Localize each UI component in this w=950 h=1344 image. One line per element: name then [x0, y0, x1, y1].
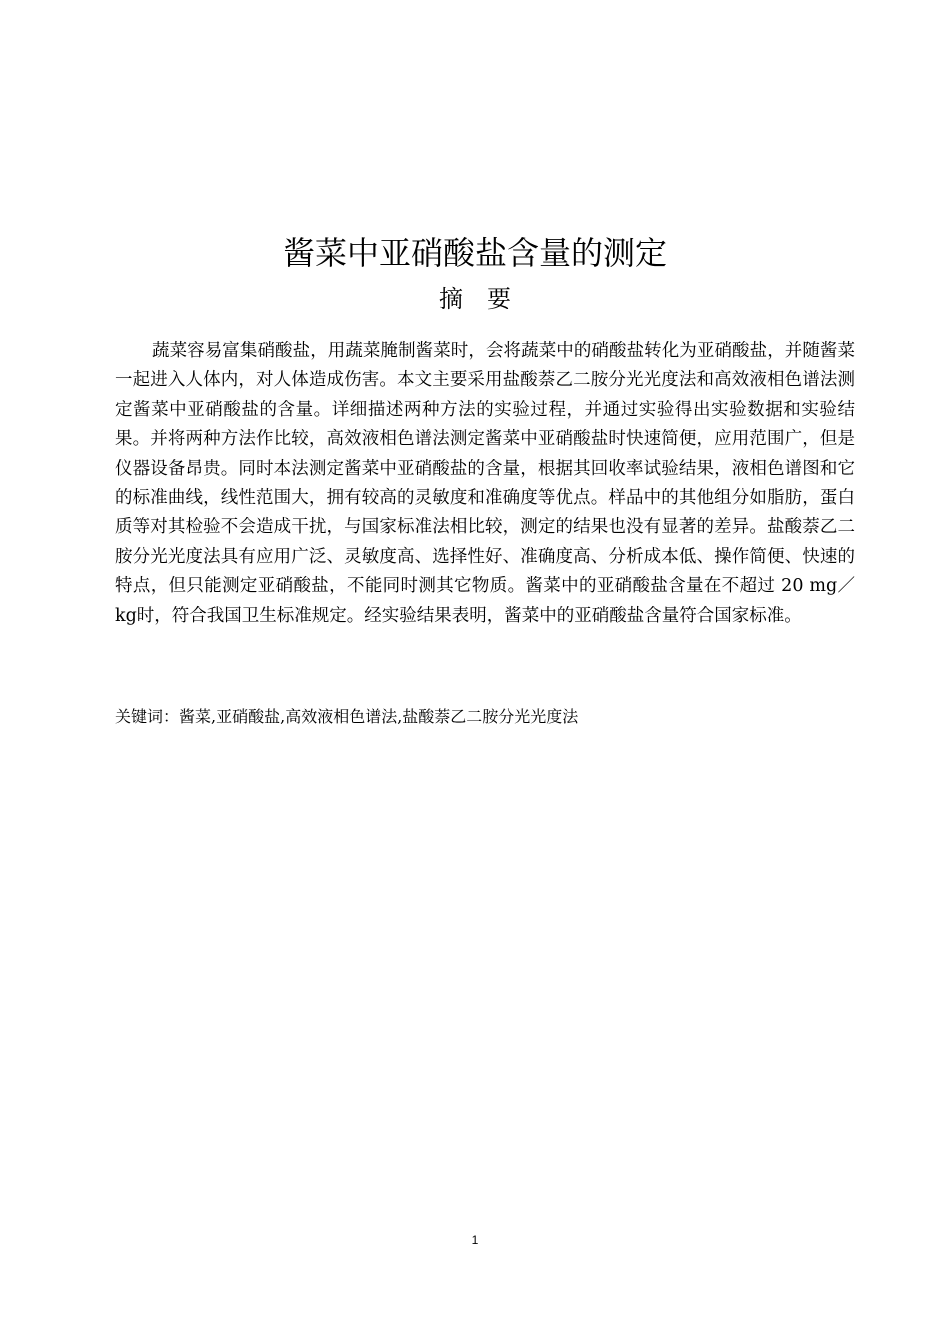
keywords-line [115, 704, 855, 730]
abstract-heading: 摘要 [439, 285, 535, 313]
keywords-text: 酱菜,亚硝酸盐,高效液相色谱法,盐酸萘乙二胺分光光度法 [179, 707, 579, 726]
abstract-body: 蔬菜容易富集硝酸盐，用蔬菜腌制酱菜时，会将蔬菜中的硝酸盐转化为亚硝酸盐，并随酱菜一起进入人体内，对人体造成伤害。本文主要采用盐酸萘乙二胺分光光度法和高效液相色谱法测定酱菜中亚硝酸盐的含量。详细描述两种方法的实验过程，并通过实验得出实验数据和实验结果。并将两种方法作比较，高效液相色谱法测定酱菜中亚硝酸盐时快速简便，应用范围广，但是仪器设备昂贵。同时本法测定酱菜中亚硝酸盐的含量，根据其回收率试验结果，液相色谱图和它的标准曲线，线性范围大，拥有较高的灵敏度和准确度等优点。样品中的其他组分如脂肪，蛋白质等对其检验不会造成干扰，与国家标准法相比较，测定的结果也没有显著的差异。盐酸萘乙二胺分光光度法具有应用广泛、灵敏度高、选择性好、准确度高、分析成本低、操作简便、快速的特点，但只能测定亚硝酸盐，不能同时测其它物质。酱菜中的亚硝酸盐含量在不超过 20 mg／kg时，符合我国卫生标准规定。经实验结果表明，酱菜中的亚硝酸盐含量符合国家标准。 [115, 341, 855, 626]
page-number: 1 [471, 1233, 479, 1247]
document-title: 酱菜中亚硝酸盐含量的测定 [282, 234, 667, 273]
keywords-label: 关键词： [115, 707, 180, 726]
